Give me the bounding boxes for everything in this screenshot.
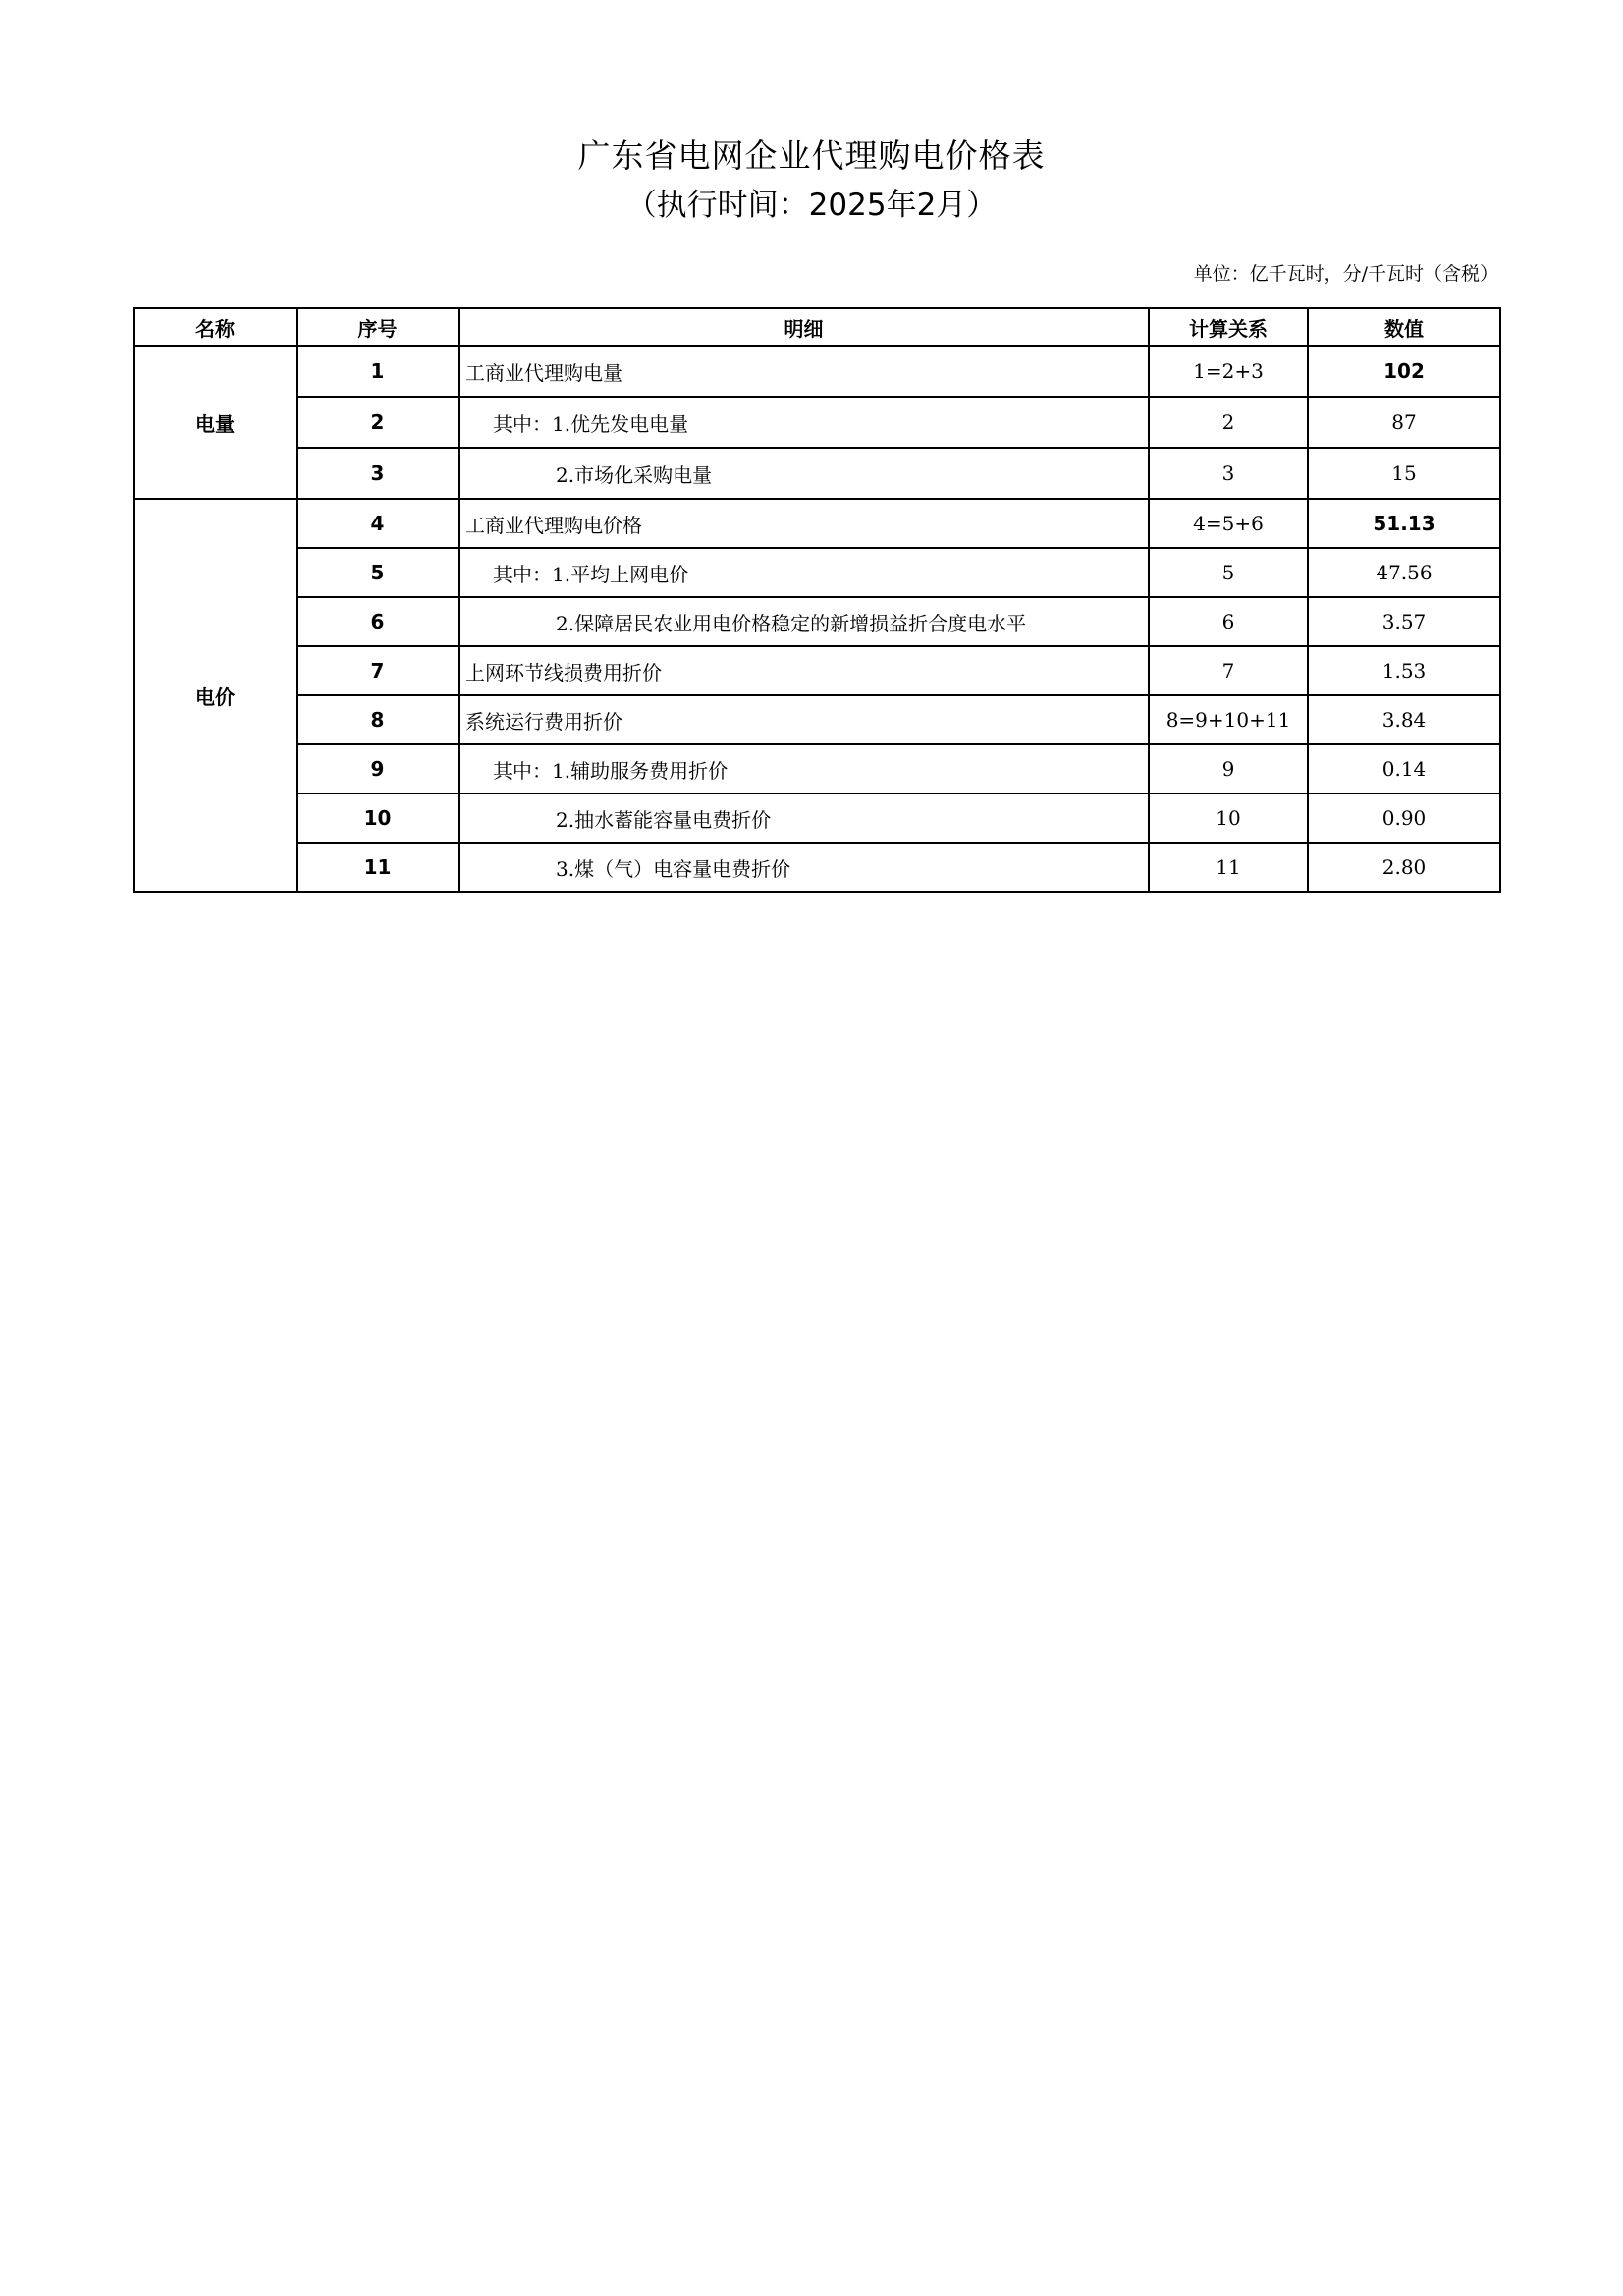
calc-cell: 11 [1149, 843, 1308, 892]
detail-cell: 其中：1.辅助服务费用折价 [459, 744, 1149, 793]
detail-cell: 2.市场化采购电量 [459, 448, 1149, 499]
table-row [134, 744, 1500, 793]
detail-cell: 2.保障居民农业用电价格稳定的新增损益折合度电水平 [459, 597, 1149, 646]
table-row [134, 646, 1500, 695]
value-cell: 15 [1308, 448, 1500, 499]
header-value: 数值 [1308, 308, 1500, 346]
price-table [133, 307, 1501, 893]
seq-cell: 3 [297, 448, 459, 499]
table-row [134, 548, 1500, 597]
detail-cell: 工商业代理购电价格 [459, 499, 1149, 548]
value-cell: 87 [1308, 397, 1500, 448]
table-row [134, 597, 1500, 646]
header-calc: 计算关系 [1149, 308, 1308, 346]
detail-cell: 其中：1.优先发电电量 [459, 397, 1149, 448]
table-row [134, 843, 1500, 892]
value-cell: 3.84 [1308, 695, 1500, 744]
table-row [134, 793, 1500, 843]
page-subtitle: （执行时间：2025年2月） [625, 188, 998, 223]
detail-cell: 工商业代理购电量 [459, 346, 1149, 397]
calc-cell: 9 [1149, 744, 1308, 793]
value-cell: 0.14 [1308, 744, 1500, 793]
table-row [134, 397, 1500, 448]
detail-cell: 系统运行费用折价 [459, 695, 1149, 744]
page-title: 广东省电网企业代理购电价格表 [577, 137, 1046, 175]
seq-cell: 2 [297, 397, 459, 448]
calc-cell: 8=9+10+11 [1149, 695, 1308, 744]
detail-cell: 3.煤（气）电容量电费折价 [459, 843, 1149, 892]
value-cell: 102 [1308, 346, 1500, 397]
calc-cell: 3 [1149, 448, 1308, 499]
seq-cell: 9 [297, 744, 459, 793]
calc-cell: 1=2+3 [1149, 346, 1308, 397]
value-cell: 47.56 [1308, 548, 1500, 597]
seq-cell: 1 [297, 346, 459, 397]
table-row [134, 499, 1500, 548]
value-cell: 51.13 [1308, 499, 1500, 548]
detail-cell: 2.抽水蓄能容量电费折价 [459, 793, 1149, 843]
table-row [134, 448, 1500, 499]
header-seq: 序号 [297, 308, 459, 346]
table-row [134, 695, 1500, 744]
detail-cell: 其中：1.平均上网电价 [459, 548, 1149, 597]
seq-cell: 11 [297, 843, 459, 892]
calc-cell: 10 [1149, 793, 1308, 843]
value-cell: 3.57 [1308, 597, 1500, 646]
value-cell: 0.90 [1308, 793, 1500, 843]
value-cell: 1.53 [1308, 646, 1500, 695]
seq-cell: 8 [297, 695, 459, 744]
table-header-row [134, 308, 1500, 346]
header-detail: 明细 [459, 308, 1149, 346]
table-row [134, 346, 1500, 397]
calc-cell: 7 [1149, 646, 1308, 695]
calc-cell: 5 [1149, 548, 1308, 597]
header-name: 名称 [134, 308, 297, 346]
seq-cell: 10 [297, 793, 459, 843]
seq-cell: 6 [297, 597, 459, 646]
calc-cell: 4=5+6 [1149, 499, 1308, 548]
detail-cell: 上网环节线损费用折价 [459, 646, 1149, 695]
seq-cell: 4 [297, 499, 459, 548]
calc-cell: 6 [1149, 597, 1308, 646]
seq-cell: 5 [297, 548, 459, 597]
group-label: 电价 [134, 499, 297, 892]
value-cell: 2.80 [1308, 843, 1500, 892]
seq-cell: 7 [297, 646, 459, 695]
table-body [134, 346, 1500, 892]
group-label: 电量 [134, 346, 297, 499]
unit-note: 单位：亿千瓦时，分/千瓦时（含税） [1193, 263, 1498, 285]
calc-cell: 2 [1149, 397, 1308, 448]
